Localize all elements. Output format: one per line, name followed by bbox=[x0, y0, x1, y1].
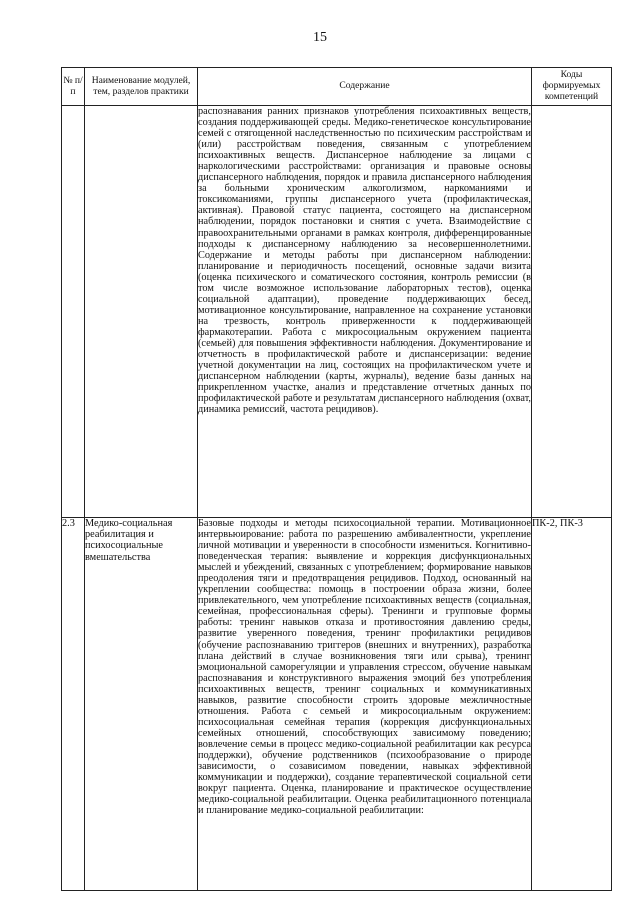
row-number: 2.3 bbox=[62, 518, 85, 891]
header-content: Содержание bbox=[198, 68, 532, 106]
row-competency-codes: ПК-2, ПК-3 bbox=[532, 518, 612, 891]
table-row bbox=[62, 106, 612, 518]
header-module: Наименование модулей, тем, разделов практики bbox=[85, 68, 198, 106]
row-content: Базовые подходы и методы психосоциальной терапии. Мотивационное интервьюирование: работа по разрешению амбивалентности, укрепление личной мотивации и уверенности в способности измениться. Когнитивно-поведенческая терапия: выявление и коррекция дисфункциональных мыслей и убеждений, связанных с употреблением; формирование навыков преодоления тяги и предотвращения рецидивов. Подход, основанный на укреплении сообщества: помощь в построении образа жизни, более привлекательного, чем употребление психоактивных веществ (социальная, семейная, профессиональная сферы). Тренинги и групповые формы работы: тренинг навыков отказа и противостояния давлению среды, развитие уверенного поведения, тренинг профилактики рецидивов (обучение распознаванию триггеров (внешних и внутренних), разработка плана действий в случае возникновения тяги или срыва), тренинг эмоциональной саморегуляции и управления стрессом, обучение навыкам распознавания и конструктивного выражения эмоций без употребления психоактивных веществ, тренинг социальных и коммуникативных навыков, развитие способности строить здоровые межличностные отношения. Работа с семьей и микросоциальным окружением: психосоциальная семейная терапия (коррекция дисфункциональных семейных отношений, способствующих зависимому поведению; вовлечение семьи в процесс медико-социальной реабилитации как ресурса поддержки), обучение родственников (психообразование о природе зависимости, о созависимом поведении, навыках эффективной коммуникации и поддержки), создание терапевтической социальной сети вокруг пациента. Оценка, планирование и практическое осуществление медико-социальной реабилитации. Оценка реабилитационного потенциала и планирование медико-социальной реабилитации: bbox=[198, 518, 531, 817]
row-content-cell bbox=[198, 106, 532, 518]
table-row bbox=[62, 518, 612, 891]
header-codes: Коды формируемых компетенций bbox=[532, 68, 612, 106]
row-module-name bbox=[85, 106, 198, 518]
row-module-name: Медико-социальная реабилитация и психосоциальные вмешательства bbox=[85, 518, 198, 891]
curriculum-table bbox=[61, 67, 612, 891]
row-content-cell bbox=[198, 518, 532, 891]
page-number: 15 bbox=[313, 30, 327, 45]
table-header-row bbox=[62, 68, 612, 106]
header-num: № п/п bbox=[62, 68, 85, 106]
row-competency-codes bbox=[532, 106, 612, 518]
row-content: распознавания ранних признаков употребления психоактивных веществ, создания поддерживающей среды. Медико-генетическое консультирование семей с отягощенной наследственностью по психическим расстройствам и (или) расстройствам поведения, связанным с употреблением психоактивных веществ. Диспансерное наблюдение за лицами с наркологическими расстройствами: организация и правовые основы диспансерного наблюдения, порядок и правила диспансерного наблюдения за больными хроническим алкоголизмом, наркоманиями и токсикоманиями, группы диспансерного учета (профилактическая, активная). Правовой статус пациента, состоящего на диспансерном наблюдении, порядок постановки и снятия с учета. Взаимодействие с правоохранительными органами в рамках контроля, дифференцированные подходы к диспансерному наблюдению за несовершеннолетними. Содержание и методы работы при диспансерном наблюдении: планирование и периодичность посещений, основные задачи визита (оценка психического и соматического состояния, контроль ремиссии (в том числе возможное использование лабораторных тестов), оценка социальной адаптации), проведение поддерживающих бесед, мотивационное консультирование, направленное на сохранение установки на трезвость, контроль приверженности к поддерживающей фармакотерапии. Работа с микросоциальным окружением пациента (семьей) для повышения эффективности наблюдения. Документирование и отчетность в профилактической работе и диспансеризации: ведение учетной документации на лиц, состоящих на профилактическом учете и диспансерном наблюдении (карты, журналы), ведение базы данных на прикрепленном участке, анализ и представление отчетных данных по профилактической работе и результатам диспансерного наблюдения (охват, динамика ремиссий, частота рецидивов). bbox=[198, 106, 531, 416]
row-number bbox=[62, 106, 85, 518]
